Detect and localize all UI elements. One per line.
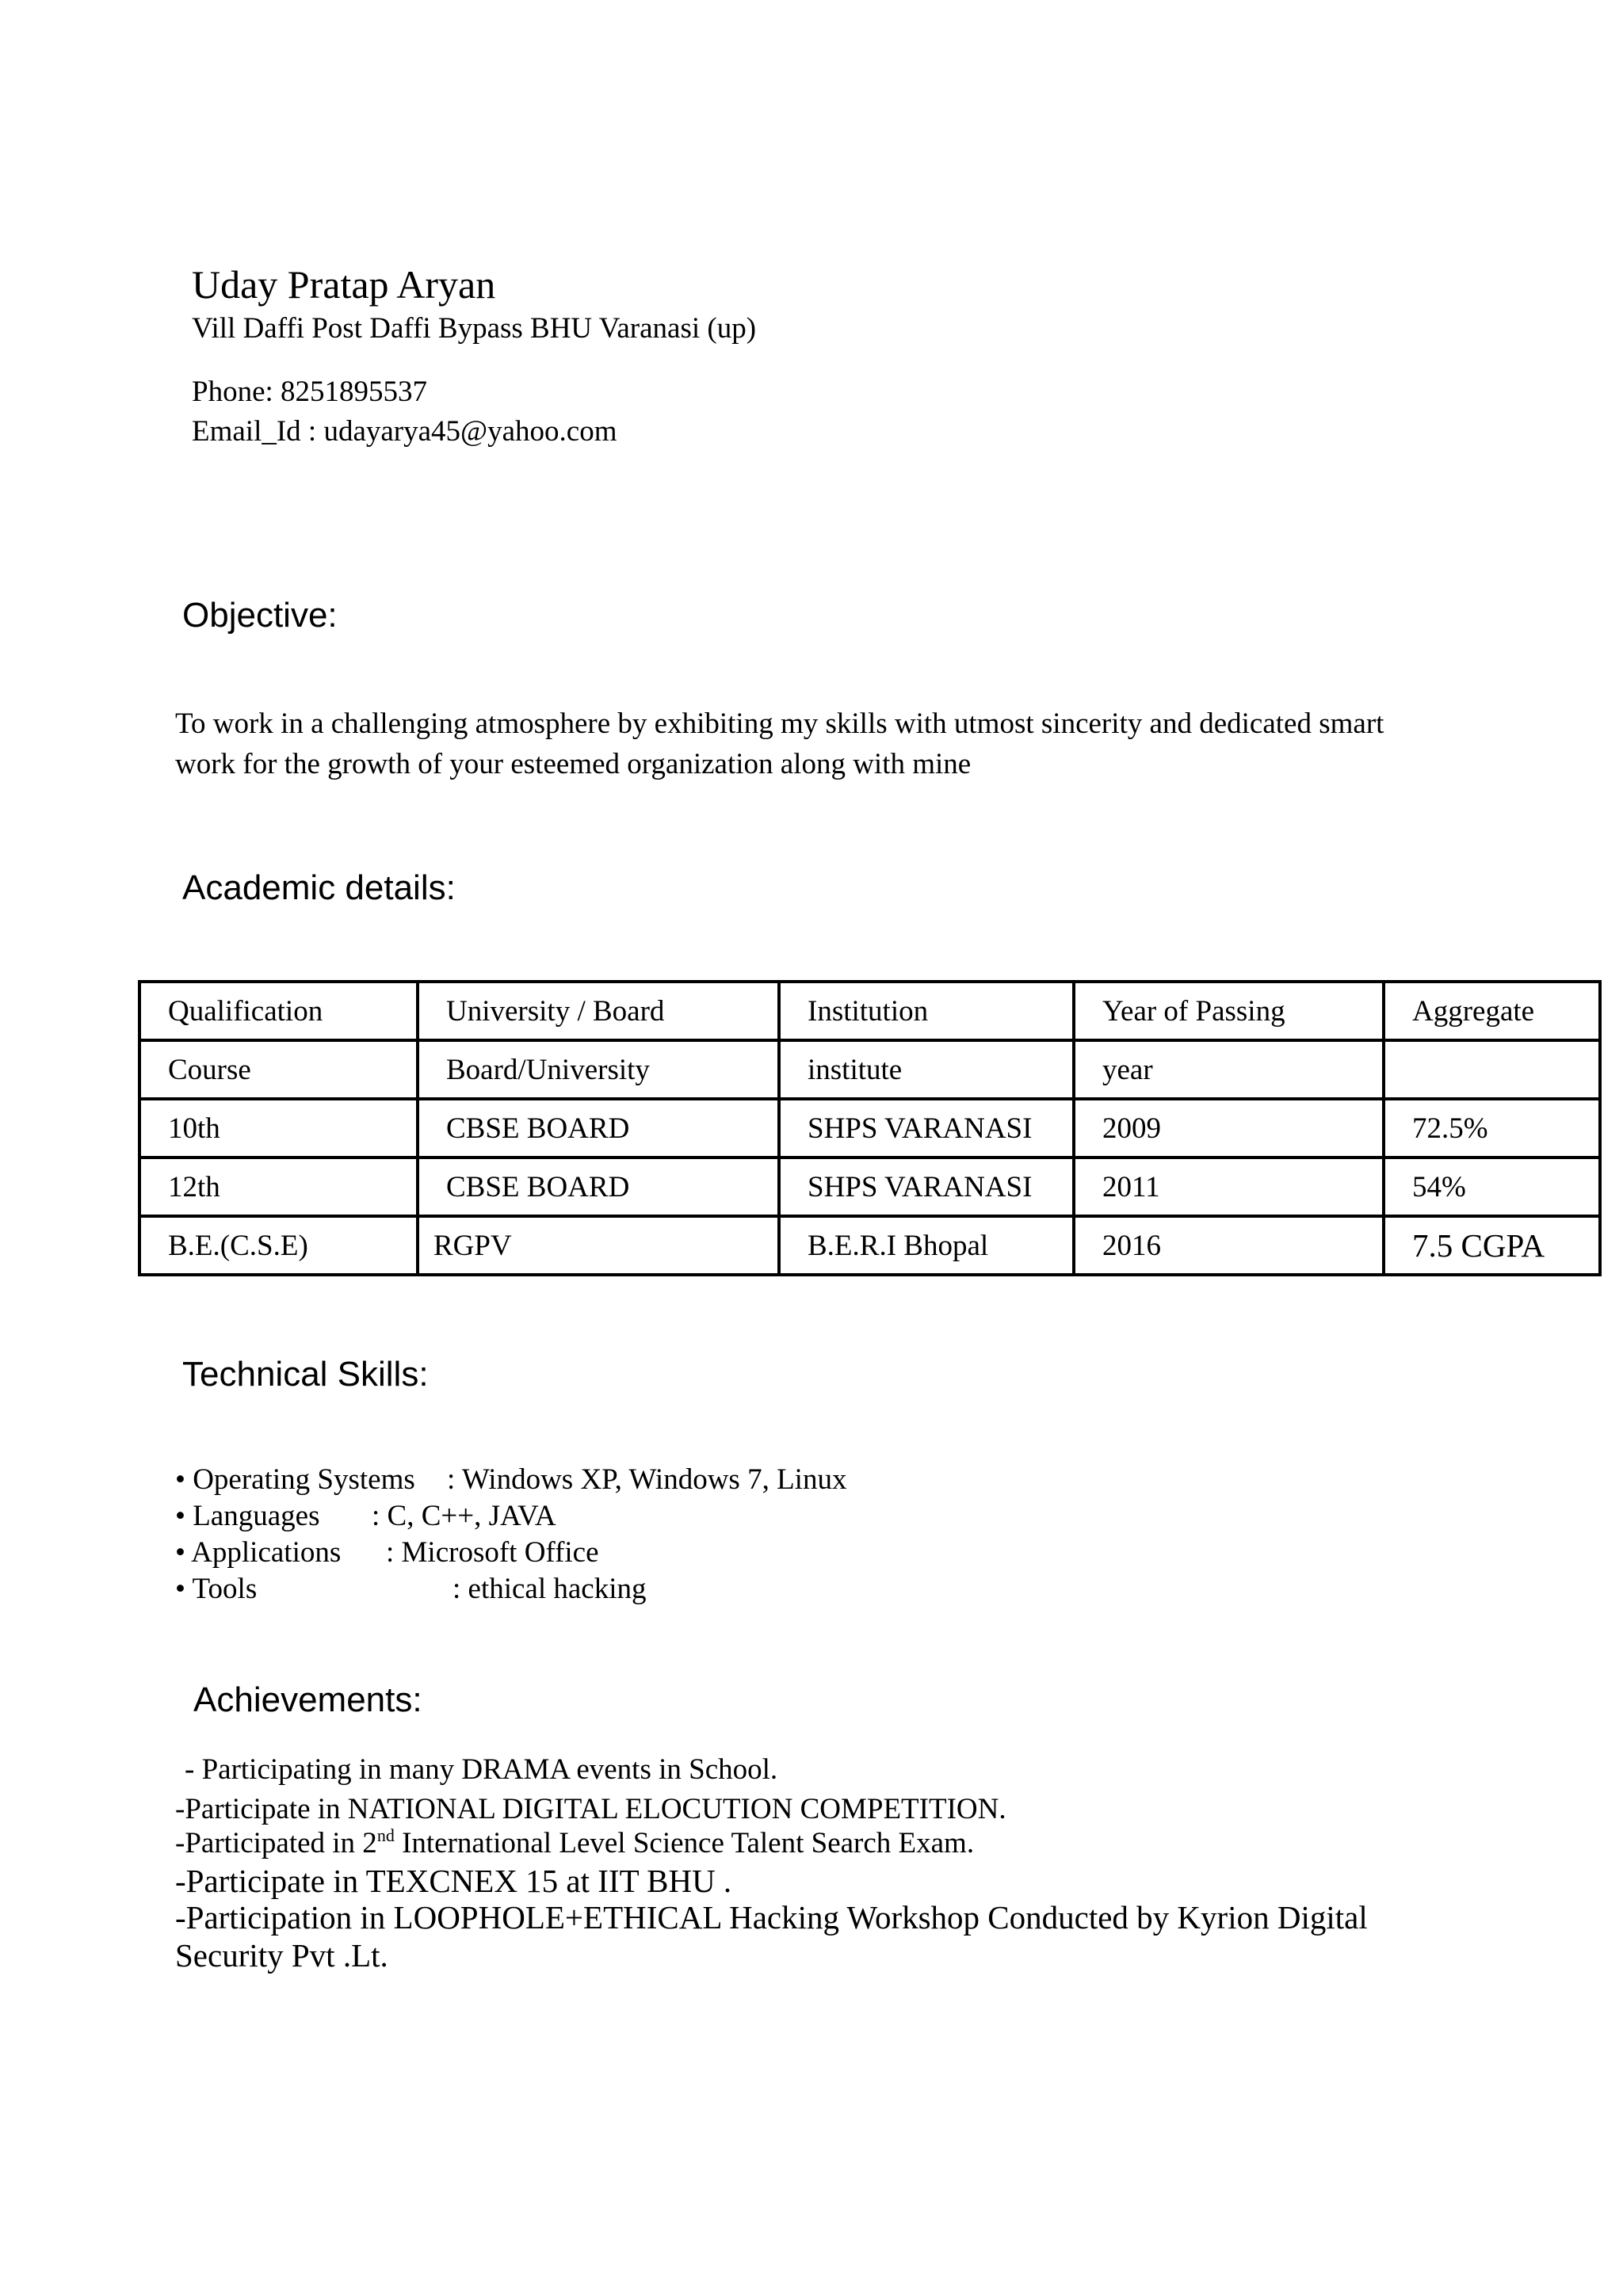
skill-value: : C, C++, JAVA xyxy=(372,1500,556,1532)
table-cell: RGPV xyxy=(418,1216,779,1275)
table-cell: Aggregate xyxy=(1384,982,1600,1040)
skill-label: • Operating Systems xyxy=(175,1463,415,1496)
ordinal-suffix: nd xyxy=(376,1825,395,1845)
phone: Phone: 8251895537 xyxy=(192,376,428,408)
achievement-item: -Participation in LOOPHOLE+ETHICAL Hacking Workshop Conducted by Kyrion Digital xyxy=(175,1899,1368,1936)
achievements-heading: Achievements: xyxy=(193,1680,422,1719)
email: Email_Id : udayarya45@yahoo.com xyxy=(192,415,617,448)
technical-skills-heading: Technical Skills: xyxy=(182,1355,429,1394)
achievement-item: -Participate in NATIONAL DIGITAL ELOCUTION COMPETITION. xyxy=(175,1793,1006,1825)
skill-value: : ethical hacking xyxy=(453,1573,647,1605)
skill-item xyxy=(175,1499,1285,1535)
table-cell: 72.5% xyxy=(1384,1099,1600,1158)
candidate-name: Uday Pratap Aryan xyxy=(192,262,496,307)
achievement-item: - Participating in many DRAMA events in School. xyxy=(185,1753,778,1786)
skill-label: • Applications xyxy=(175,1536,342,1569)
table-cell xyxy=(1384,1040,1600,1099)
table-row xyxy=(139,982,1600,1040)
academic-heading: Academic details: xyxy=(182,868,456,907)
table-cell: 7.5 CGPA xyxy=(1384,1216,1600,1275)
table-row xyxy=(139,1099,1600,1158)
objective-line-2: work for the growth of your esteemed organization along with mine xyxy=(175,748,972,780)
table-row xyxy=(139,1040,1600,1099)
table-cell: University / Board xyxy=(418,982,779,1040)
table-cell: 2009 xyxy=(1074,1099,1384,1158)
table-cell: CBSE BOARD xyxy=(418,1158,779,1216)
table-cell: year xyxy=(1074,1040,1384,1099)
table-cell: Institution xyxy=(779,982,1074,1040)
achievement-text: -Participated in 2 xyxy=(175,1827,377,1859)
skill-item xyxy=(175,1535,1285,1572)
skill-label: • Tools xyxy=(175,1573,258,1605)
table-cell: 10th xyxy=(139,1099,418,1158)
table-cell: CBSE BOARD xyxy=(418,1099,779,1158)
address: Vill Daffi Post Daffi Bypass BHU Varanasi (up) xyxy=(192,312,757,345)
table-cell: 2011 xyxy=(1074,1158,1384,1216)
achievement-text: International Level Science Talent Search Exam. xyxy=(394,1827,975,1859)
objective-heading: Objective: xyxy=(182,596,338,635)
skill-label: • Languages xyxy=(175,1500,320,1532)
objective-line-1: To work in a challenging atmosphere by exhibiting my skills with utmost sincerity and dedicated smart xyxy=(175,707,1384,740)
table-cell: 2016 xyxy=(1074,1216,1384,1275)
skill-value: : Windows XP, Windows 7, Linux xyxy=(447,1463,847,1496)
skill-value: : Microsoft Office xyxy=(386,1536,599,1569)
table-cell: Qualification xyxy=(139,982,418,1040)
academic-table xyxy=(138,980,1602,1276)
table-cell: institute xyxy=(779,1040,1074,1099)
skill-item xyxy=(175,1463,1285,1499)
table-cell: B.E.R.I Bhopal xyxy=(779,1216,1074,1275)
table-cell: 12th xyxy=(139,1158,418,1216)
table-cell: Year of Passing xyxy=(1074,982,1384,1040)
table-row xyxy=(139,1216,1600,1275)
achievement-item: -Participate in TEXCNEX 15 at IIT BHU . xyxy=(175,1863,732,1899)
table-cell: Board/University xyxy=(418,1040,779,1099)
achievement-item xyxy=(175,1826,974,1860)
table-cell: SHPS VARANASI xyxy=(779,1158,1074,1216)
achievement-item-continued: Security Pvt .Lt. xyxy=(175,1937,388,1974)
table-row xyxy=(139,1158,1600,1216)
skills-list xyxy=(175,1463,1285,1608)
table-cell: Course xyxy=(139,1040,418,1099)
table-cell: B.E.(C.S.E) xyxy=(139,1216,418,1275)
skill-item xyxy=(175,1572,1285,1608)
table-cell: 54% xyxy=(1384,1158,1600,1216)
table-cell: SHPS VARANASI xyxy=(779,1099,1074,1158)
